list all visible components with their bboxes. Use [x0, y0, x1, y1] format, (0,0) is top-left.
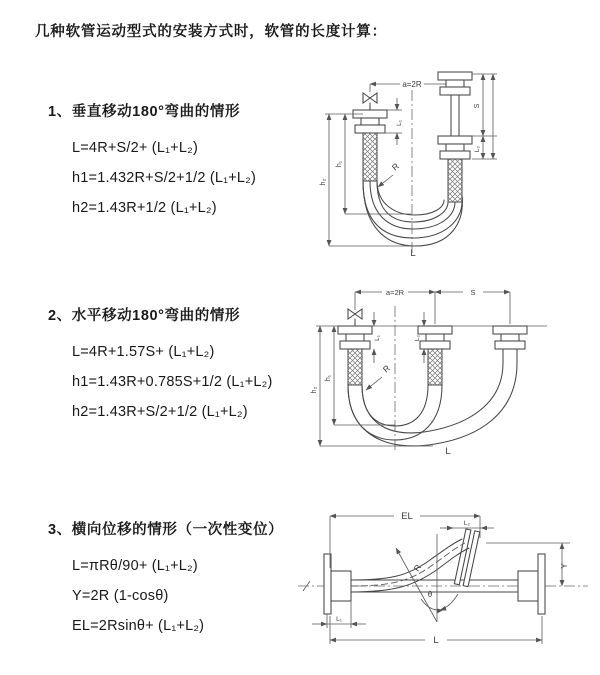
radius-leader	[366, 363, 392, 390]
middle-flange-fitting	[418, 326, 452, 349]
formula-line: L=πRθ/90+ (L₁+L₂)	[72, 558, 198, 574]
radius-leader	[378, 161, 401, 187]
diagram-horizontal-bend	[300, 278, 595, 458]
dim-h2	[311, 326, 433, 446]
svg-text:L₁: L₁	[374, 335, 381, 341]
braided-hose-middle	[428, 349, 442, 385]
svg-text:h₂: h₂	[311, 386, 318, 394]
svg-text:R: R	[389, 160, 401, 173]
hose-s-curve	[351, 539, 469, 592]
svg-text:R: R	[411, 562, 424, 574]
braided-hose-left	[363, 133, 377, 181]
formula-line: h2=1.43R+S/2+1/2 (L₁+L₂)	[72, 404, 248, 420]
hose-u-curves	[363, 181, 462, 246]
svg-text:L₂: L₂	[414, 334, 421, 342]
right-flange-fitting	[493, 326, 527, 349]
svg-text:θ: θ	[427, 590, 433, 599]
svg-text:h₁: h₁	[325, 374, 332, 382]
formula-line: h1=1.43R+0.785S+1/2 (L₁+L₂)	[72, 374, 273, 390]
section-1	[48, 103, 256, 223]
svg-text:L₂: L₂	[474, 145, 481, 153]
diagram-lateral-displacement	[290, 498, 595, 658]
left-flange-fitting	[338, 326, 372, 349]
svg-text:a=2R: a=2R	[385, 288, 405, 297]
section-3	[48, 521, 283, 641]
formula-line: L=4R+S/2+ (L₁+L₂)	[72, 140, 198, 156]
svg-text:Y: Y	[560, 563, 569, 569]
left-flange-fitting	[353, 110, 387, 133]
dim-l-label: L	[410, 248, 416, 259]
page-title: 几种软管运动型式的安装方式时，软管的长度计算：	[35, 24, 387, 40]
svg-text:L₁: L₁	[336, 616, 342, 623]
svg-text:EL: EL	[401, 511, 413, 522]
braided-hose-left	[348, 349, 362, 385]
dim-l2	[440, 520, 494, 528]
right-flange-fitting	[518, 554, 545, 614]
svg-text:L: L	[433, 635, 439, 646]
section-2	[48, 307, 273, 427]
svg-text:S: S	[474, 103, 481, 109]
left-flange-fitting	[324, 554, 351, 614]
dim-l-label: L	[445, 446, 451, 457]
valve-icon	[348, 309, 362, 326]
dim-el	[330, 511, 480, 568]
svg-text:L₁: L₁	[396, 120, 403, 126]
dim-span-a2r	[355, 288, 435, 297]
svg-text:R: R	[380, 362, 392, 375]
svg-text:L₂: L₂	[463, 520, 471, 527]
formula-line: EL=2Rsinθ+ (L₁+L₂)	[72, 618, 205, 634]
svg-text:h₂: h₂	[320, 178, 327, 186]
angle-theta	[421, 534, 458, 622]
formula-line: h2=1.43R+1/2 (L₁+L₂)	[72, 200, 217, 216]
section-3-heading: 3、横向位移的情形（一次性变位）	[48, 522, 284, 538]
dim-shift-s	[435, 288, 510, 297]
braided-hose-right	[448, 159, 462, 202]
svg-text:S: S	[470, 288, 476, 297]
svg-text:h₁: h₁	[336, 160, 343, 168]
right-flange-lower	[438, 136, 472, 159]
formula-line: L=4R+1.57S+ (L₁+L₂)	[72, 344, 215, 360]
formula-line: h1=1.432R+S/2+1/2 (L₁+L₂)	[72, 170, 257, 186]
valve-icon	[363, 93, 377, 110]
dim-l2	[414, 312, 424, 363]
dim-l1	[379, 98, 403, 145]
section-2-heading: 2、水平移动180°弯曲的情形	[48, 308, 241, 324]
svg-text:a=2R: a=2R	[402, 80, 422, 89]
dim-l1	[312, 601, 366, 628]
formula-line: Y=2R (1-cosθ)	[72, 588, 169, 604]
dim-l1	[374, 312, 381, 363]
section-1-heading: 1、垂直移动180°弯曲的情形	[48, 104, 241, 120]
diagram-vertical-bend	[305, 64, 590, 259]
upper-flange-fitting	[454, 529, 479, 587]
right-flange-upper	[438, 72, 472, 95]
